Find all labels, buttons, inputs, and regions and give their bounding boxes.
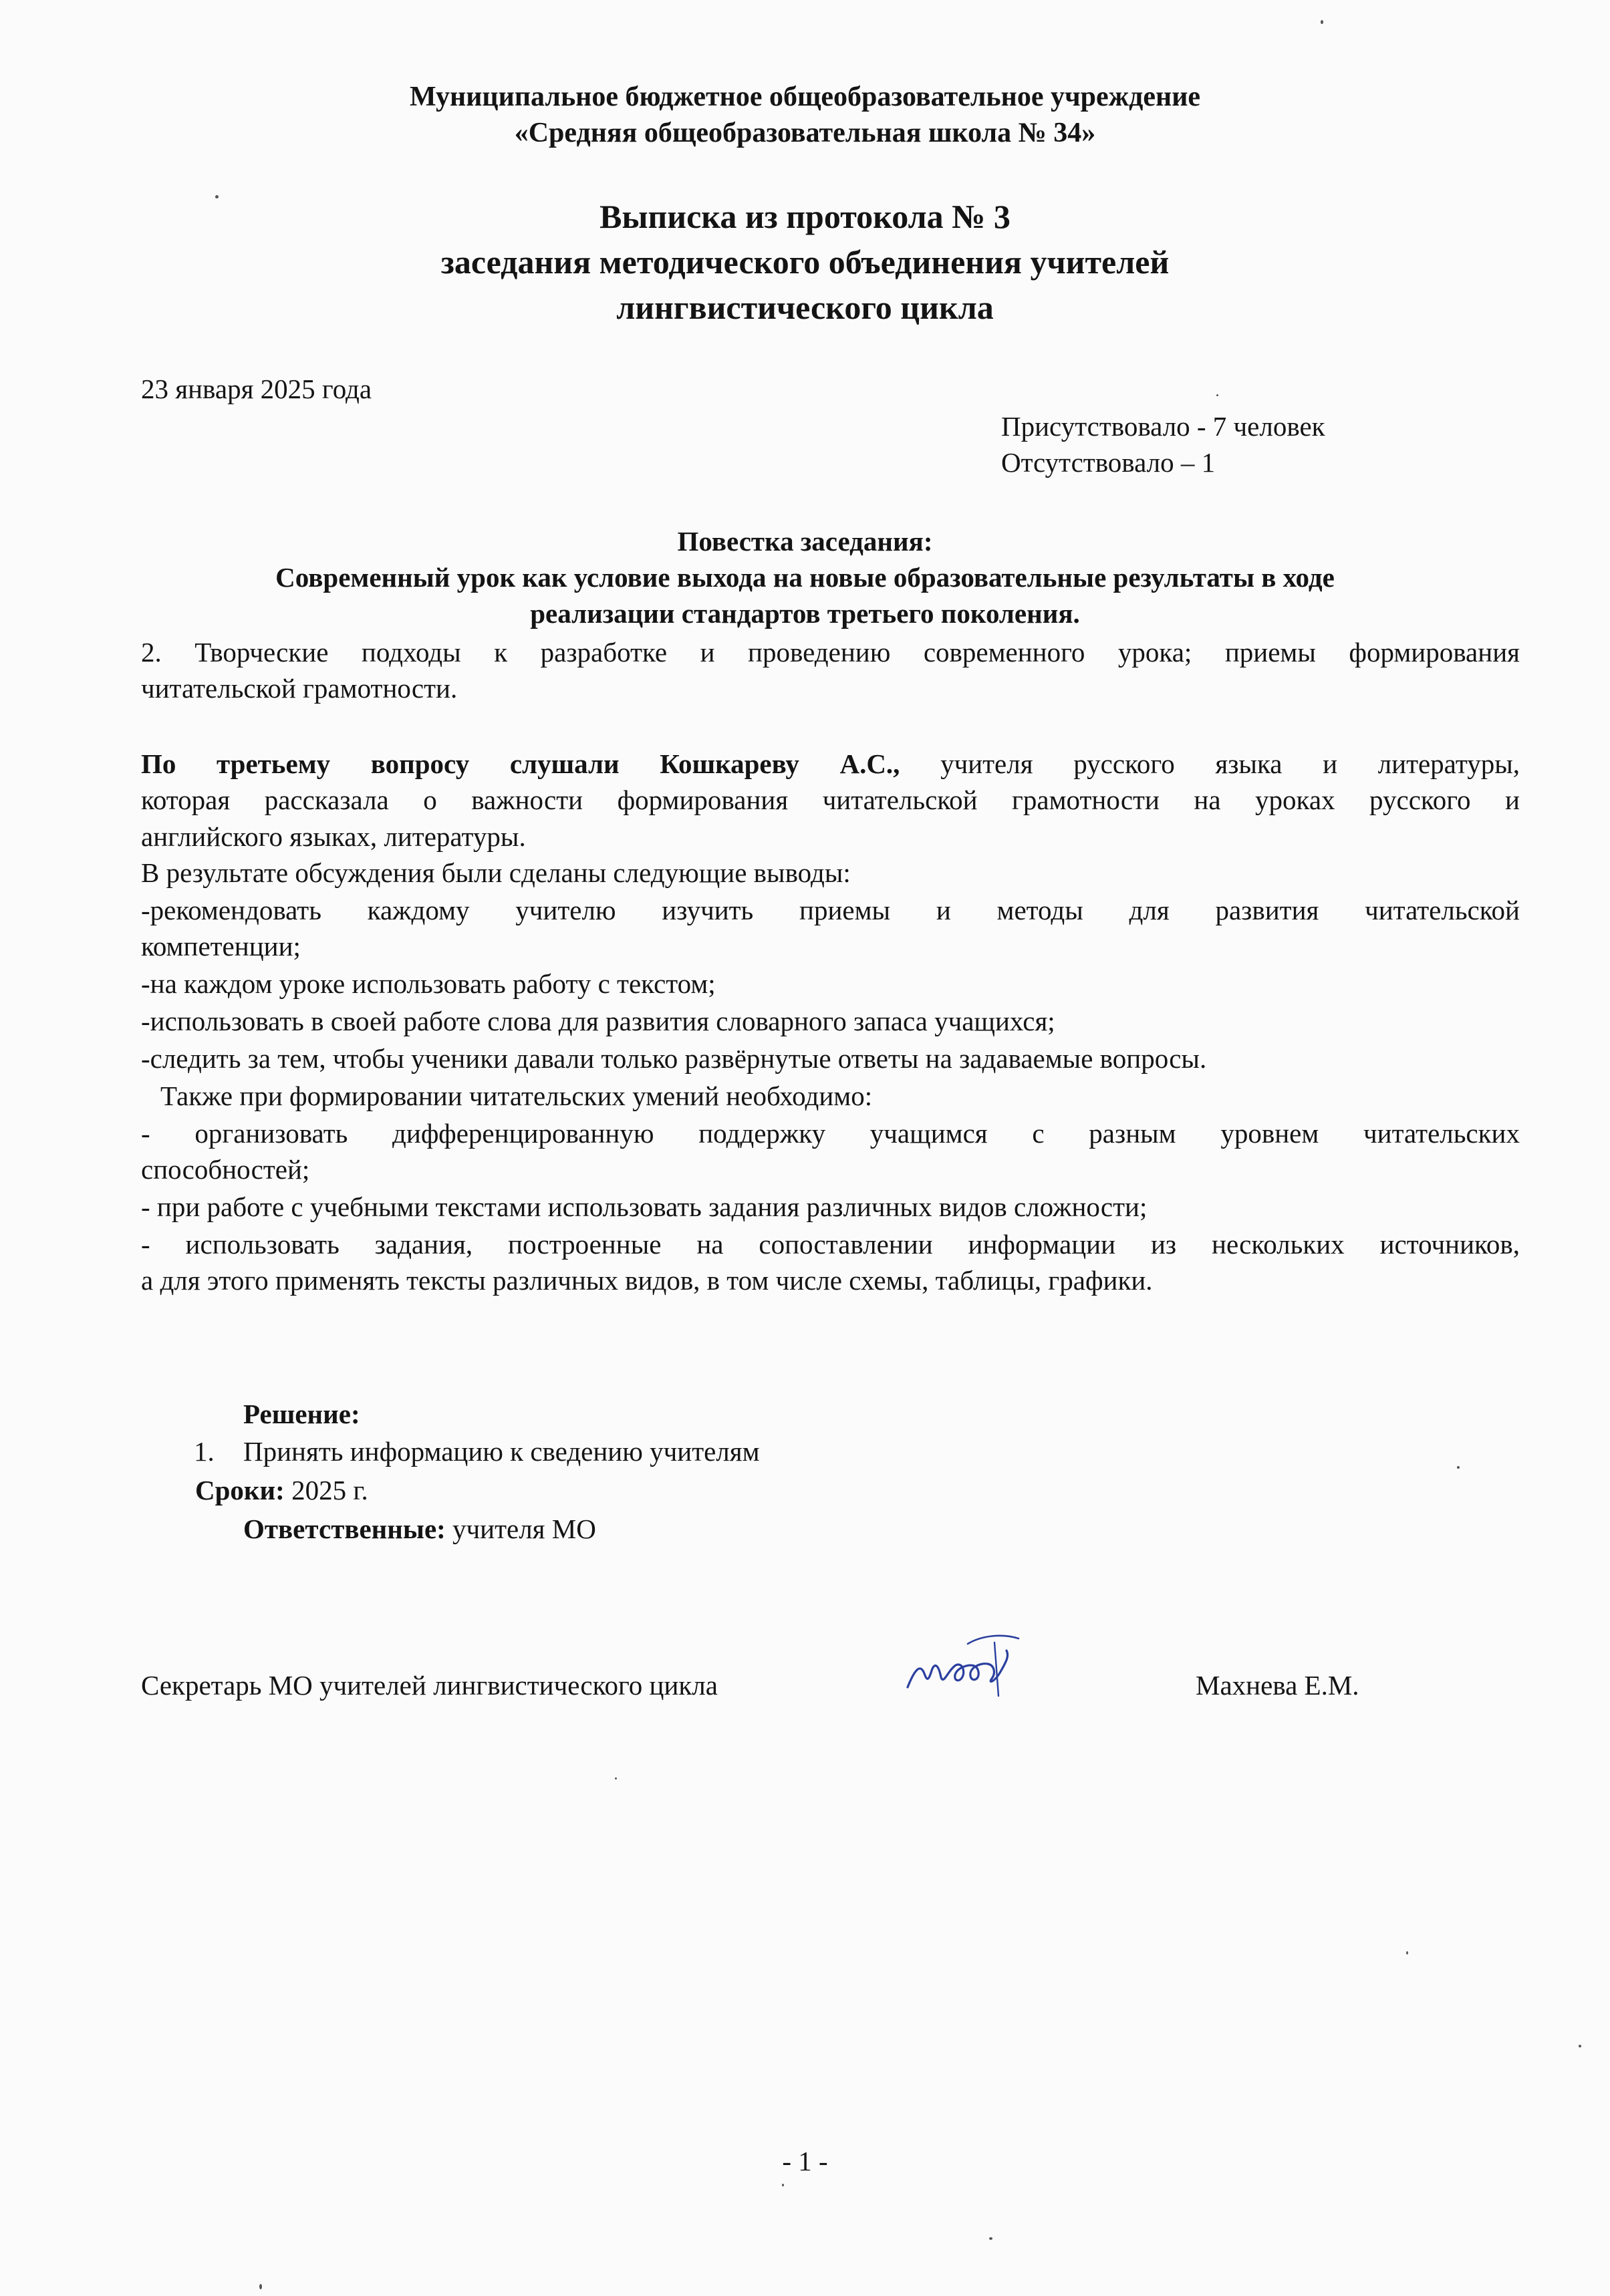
scan-speck bbox=[215, 195, 219, 198]
scan-speck bbox=[782, 2184, 784, 2186]
secretary-role: Секретарь МО учителей лингвистического цикла bbox=[141, 1670, 718, 1701]
attendance-present: Присутствовало - 7 человек bbox=[1001, 411, 1325, 442]
document-title-line2: заседания методического объединения учителей bbox=[440, 243, 1170, 281]
paragraph-speaker-line3: английского языках, литературы. bbox=[141, 821, 526, 852]
handwritten-signature bbox=[894, 1624, 1035, 1704]
conclusion-2: -на каждом уроке использовать работу с текстом; bbox=[141, 968, 716, 999]
decision-heading: Решение: bbox=[243, 1399, 360, 1429]
scan-speck bbox=[615, 1777, 617, 1779]
recommendation-3-line1: - использовать задания, построенные на сопоставлении информации из нескольких источников, bbox=[141, 1229, 1520, 1260]
recommendation-1-line1: - организовать дифференцированную поддержку учащимся с разным уровнем читательских bbox=[141, 1118, 1520, 1149]
decision-item-number: 1. bbox=[194, 1436, 215, 1467]
conclusion-1-line1: -рекомендовать каждому учителю изучить приемы и методы для развития читательской bbox=[141, 895, 1520, 925]
agenda-item2-line2: читательской грамотности. bbox=[141, 673, 458, 704]
paragraph-speaker-line1 bbox=[141, 746, 1520, 781]
org-name-line2: «Средняя общеобразовательная школа № 34» bbox=[514, 118, 1096, 148]
attendance-absent: Отсутствовало – 1 bbox=[1001, 447, 1216, 478]
speaker-intro: По третьему вопросу слушали Кошкареву А.С., bbox=[141, 748, 900, 779]
also-intro: Также при формировании читательских умений необходимо: bbox=[160, 1081, 873, 1111]
meeting-date: 23 января 2025 года bbox=[141, 374, 372, 404]
scan-speck bbox=[1321, 20, 1323, 24]
recommendation-3-line2: а для этого применять тексты различных видов, в том числе схемы, таблицы, графики. bbox=[141, 1265, 1153, 1296]
recommendation-1-line2: способностей; bbox=[141, 1154, 310, 1185]
decision-responsible bbox=[243, 1512, 596, 1546]
scan-speck bbox=[1579, 2045, 1581, 2047]
page-number: - 1 - bbox=[782, 2146, 828, 2176]
document-title-line1: Выписка из протокола № 3 bbox=[599, 198, 1011, 235]
decision-item-text: Принять информацию к сведению учителям bbox=[243, 1436, 760, 1467]
deadline-label: Сроки: bbox=[195, 1475, 285, 1505]
responsible-label: Ответственные: bbox=[243, 1514, 446, 1544]
org-name-line1: Муниципальное бюджетное общеобразовательное учреждение bbox=[409, 82, 1201, 112]
recommendation-2: - при работе с учебными текстами использовать задания различных видов сложности; bbox=[141, 1191, 1148, 1222]
conclusion-3: -использовать в своей работе слова для развития словарного запаса учащихся; bbox=[141, 1006, 1055, 1036]
scan-speck bbox=[989, 2237, 992, 2240]
document-title-line3: лингвистического цикла bbox=[616, 289, 994, 326]
conclusion-1-line2: компетенции; bbox=[141, 931, 301, 962]
agenda-topic-line1: Современный урок как условие выхода на новые образовательные результаты в ходе bbox=[275, 562, 1335, 593]
paragraph-speaker-line2: которая рассказала о важности формирования читательской грамотности на уроках русского и bbox=[141, 784, 1520, 815]
scan-speck bbox=[1216, 394, 1218, 396]
conclusion-4: -следить за тем, чтобы ученики давали только развёрнутые ответы на задаваемые вопросы. bbox=[141, 1043, 1207, 1074]
secretary-name: Махнева Е.М. bbox=[1196, 1670, 1359, 1701]
conclusions-intro: В результате обсуждения были сделаны следующие выводы: bbox=[141, 857, 851, 888]
responsible-value: учителя МО bbox=[445, 1514, 596, 1544]
agenda-item2-line1: 2. Творческие подходы к разработке и проведению современного урока; приемы формирования bbox=[141, 637, 1520, 668]
scan-speck bbox=[259, 2284, 262, 2289]
agenda-heading: Повестка заседания: bbox=[677, 526, 933, 557]
speaker-role: учителя русского языка и литературы, bbox=[900, 748, 1520, 779]
scan-speck bbox=[1406, 1951, 1408, 1955]
decision-deadline bbox=[195, 1473, 368, 1508]
deadline-value: 2025 г. bbox=[284, 1475, 368, 1505]
scan-speck bbox=[1457, 1466, 1460, 1469]
agenda-topic-line2: реализации стандартов третьего поколения. bbox=[530, 598, 1080, 629]
